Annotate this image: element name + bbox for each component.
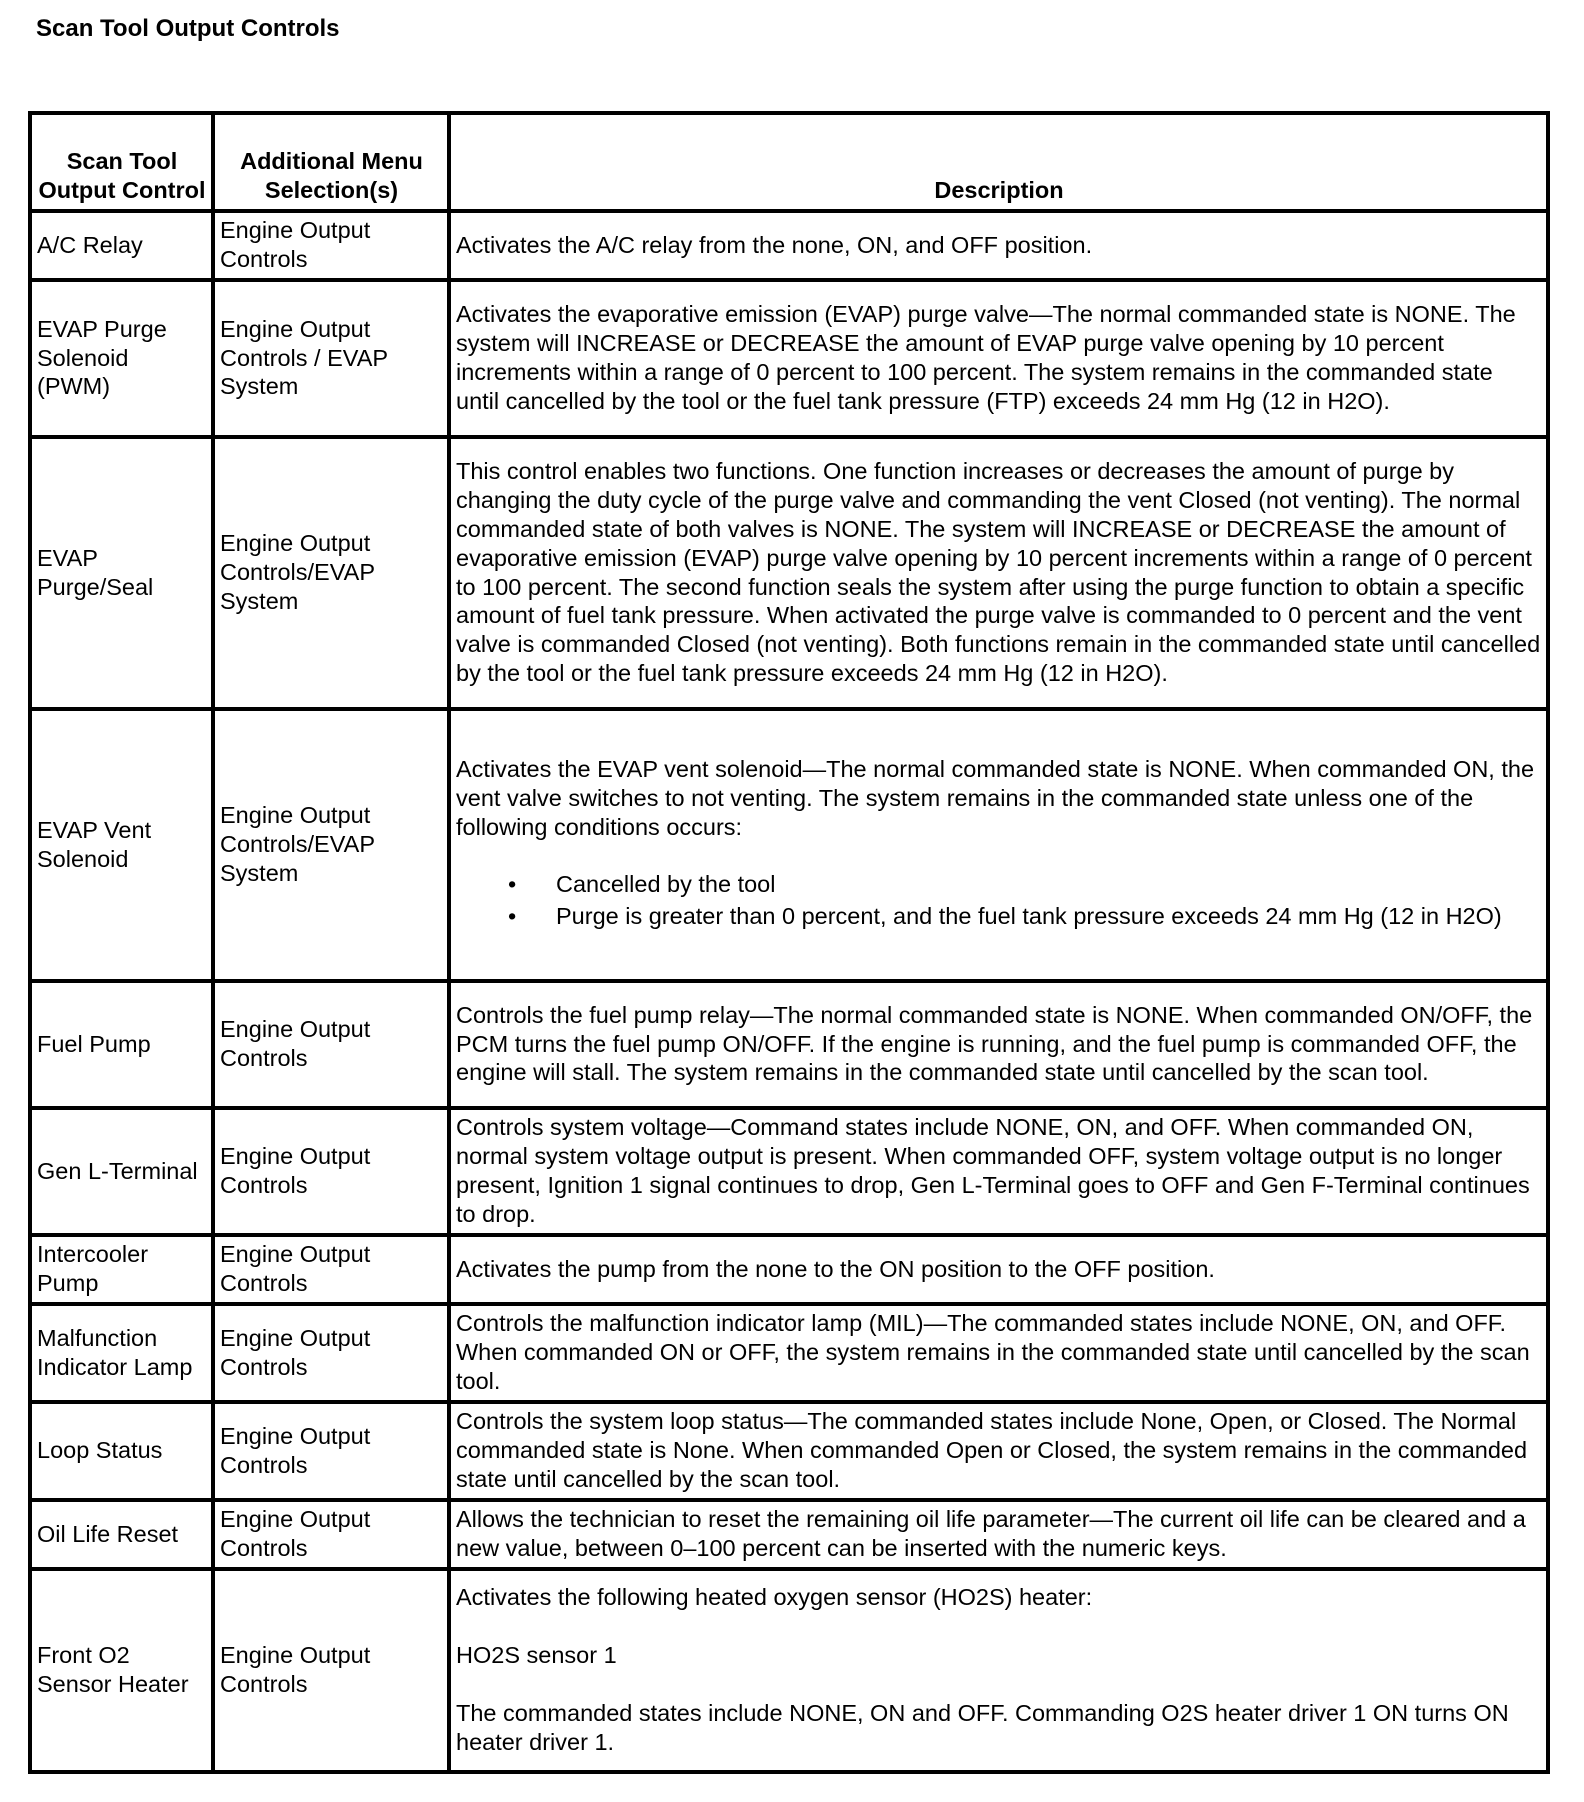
condition-list bbox=[456, 870, 1542, 931]
control-cell: Malfunction Indicator Lamp bbox=[30, 1304, 213, 1402]
menu-cell: Engine Output Controls bbox=[213, 1402, 449, 1500]
description-cell: Activates the A/C relay from the none, ON, and OFF position. bbox=[449, 211, 1548, 280]
control-cell: Front O2 Sensor Heater bbox=[30, 1569, 213, 1772]
control-cell: Fuel Pump bbox=[30, 981, 213, 1108]
description-cell: Activates the evaporative emission (EVAP) purge valve—The normal commanded state is NONE. The system will INCREASE or DECREASE the amount of EVAP purge valve opening by 10 percent increments within a range of 0 percent to 100 percent. The system remains in the commanded state until cancelled by the tool or the fuel tank pressure (FTP) exceeds 24 mm Hg (12 in H2O). bbox=[449, 280, 1548, 437]
control-cell: A/C Relay bbox=[30, 211, 213, 280]
menu-cell: Engine Output Controls bbox=[213, 1304, 449, 1402]
description-cell: Activates the pump from the none to the ON position to the OFF position. bbox=[449, 1235, 1548, 1304]
menu-cell: Engine Output Controls bbox=[213, 981, 449, 1108]
bullet-icon: • bbox=[508, 903, 517, 930]
header-control: Scan Tool Output Control bbox=[30, 113, 213, 211]
description-cell: Controls the fuel pump relay—The normal commanded state is NONE. When commanded ON/OFF, the PCM turns the fuel pump ON/OFF. If the engine is running, and the fuel pump is commanded OFF, the engine will stall. The system remains in the commanded state until cancelled by the scan tool. bbox=[449, 981, 1548, 1108]
control-cell: Oil Life Reset bbox=[30, 1500, 213, 1569]
menu-cell: Engine Output Controls bbox=[213, 1500, 449, 1569]
control-cell: EVAP Purge Solenoid (PWM) bbox=[30, 280, 213, 437]
table-header-row bbox=[30, 113, 1548, 211]
menu-cell: Engine Output Controls bbox=[213, 1235, 449, 1304]
control-cell: Gen L-Terminal bbox=[30, 1108, 213, 1235]
control-cell: Intercooler Pump bbox=[30, 1235, 213, 1304]
menu-cell: Engine Output Controls / EVAP System bbox=[213, 280, 449, 437]
menu-cell: Engine Output Controls bbox=[213, 1569, 449, 1772]
table-row bbox=[30, 1500, 1548, 1569]
list-item bbox=[456, 870, 1542, 899]
control-cell: Loop Status bbox=[30, 1402, 213, 1500]
description-cell: Allows the technician to reset the remaining oil life parameter—The current oil life can be cleared and a new value, between 0–100 percent can be inserted with the numeric keys. bbox=[449, 1500, 1548, 1569]
page-title: Scan Tool Output Controls bbox=[36, 15, 340, 42]
spacer bbox=[456, 841, 1542, 870]
description-cell: This control enables two functions. One function increases or decreases the amount of purge by changing the duty cycle of the purge valve and commanding the vent Closed (not venting). The normal commanded state of both valves is NONE. The system will INCREASE or DECREASE the amount of evaporative emission (EVAP) purge valve opening by 10 percent increments within a range of 0 percent to 100 percent. The second function seals the system after using the purge function to obtain a specific amount of fuel tank pressure. When activated the purge valve is commanded to 0 percent and the vent valve is commanded Closed (not venting). Both functions remain in the commanded state until cancelled by the tool or the fuel tank pressure exceeds 24 mm Hg (12 in H2O). bbox=[449, 437, 1548, 709]
control-cell: EVAP Vent Solenoid bbox=[30, 709, 213, 981]
description-cell: Controls the system loop status—The commanded states include None, Open, or Closed. The Normal commanded state is None. When commanded Open or Closed, the system remains in the commanded state until cancelled by the scan tool. bbox=[449, 1402, 1548, 1500]
header-description: Description bbox=[449, 113, 1548, 211]
table-row bbox=[30, 1304, 1548, 1402]
list-item-text: Purge is greater than 0 percent, and the fuel tank pressure exceeds 24 mm Hg (12 in H2O) bbox=[556, 903, 1502, 930]
table-row bbox=[30, 981, 1548, 1108]
table-row bbox=[30, 1108, 1548, 1235]
sensor-text: HO2S sensor 1 bbox=[456, 1642, 617, 1669]
table-row bbox=[30, 1569, 1548, 1772]
menu-cell: Engine Output Controls bbox=[213, 211, 449, 280]
note-text: The commanded states include NONE, ON and OFF. Commanding O2S heater driver 1 ON turns ON heater driver 1. bbox=[456, 1700, 1509, 1755]
table-row bbox=[30, 211, 1548, 280]
header-menu: Additional Menu Selection(s) bbox=[213, 113, 449, 211]
menu-cell: Engine Output Controls/EVAP System bbox=[213, 709, 449, 981]
table-row bbox=[30, 1402, 1548, 1500]
table-row bbox=[30, 280, 1548, 437]
bullet-icon: • bbox=[508, 871, 517, 898]
description-cell: Controls system voltage—Command states include NONE, ON, and OFF. When commanded ON, normal system voltage output is present. When commanded OFF, system voltage output is no longer present, Ignition 1 signal continues to drop, Gen L-Terminal goes to OFF and Gen F-Terminal continues to drop. bbox=[449, 1108, 1548, 1235]
list-item-text: Cancelled by the tool bbox=[556, 871, 776, 898]
spacer bbox=[456, 1670, 1542, 1699]
menu-cell: Engine Output Controls bbox=[213, 1108, 449, 1235]
control-cell: EVAP Purge/Seal bbox=[30, 437, 213, 709]
description-text: Activates the following heated oxygen sensor (HO2S) heater: bbox=[456, 1584, 1093, 1611]
description-cell bbox=[449, 1569, 1548, 1772]
description-cell: Controls the malfunction indicator lamp (MIL)—The commanded states include NONE, ON, and OFF. When commanded ON or OFF, the system remains in the commanded state until cancelled by the scan tool. bbox=[449, 1304, 1548, 1402]
description-text: Activates the EVAP vent solenoid—The normal commanded state is NONE. When commanded ON, the vent valve switches to not venting. The system remains in the commanded state unless one of the following conditions occurs: bbox=[456, 756, 1535, 840]
description-cell bbox=[449, 709, 1548, 981]
table-row bbox=[30, 709, 1548, 981]
spacer bbox=[456, 1612, 1542, 1641]
list-item bbox=[456, 902, 1542, 931]
output-controls-table bbox=[28, 111, 1550, 1774]
table-row bbox=[30, 1235, 1548, 1304]
table-row bbox=[30, 437, 1548, 709]
menu-cell: Engine Output Controls/EVAP System bbox=[213, 437, 449, 709]
